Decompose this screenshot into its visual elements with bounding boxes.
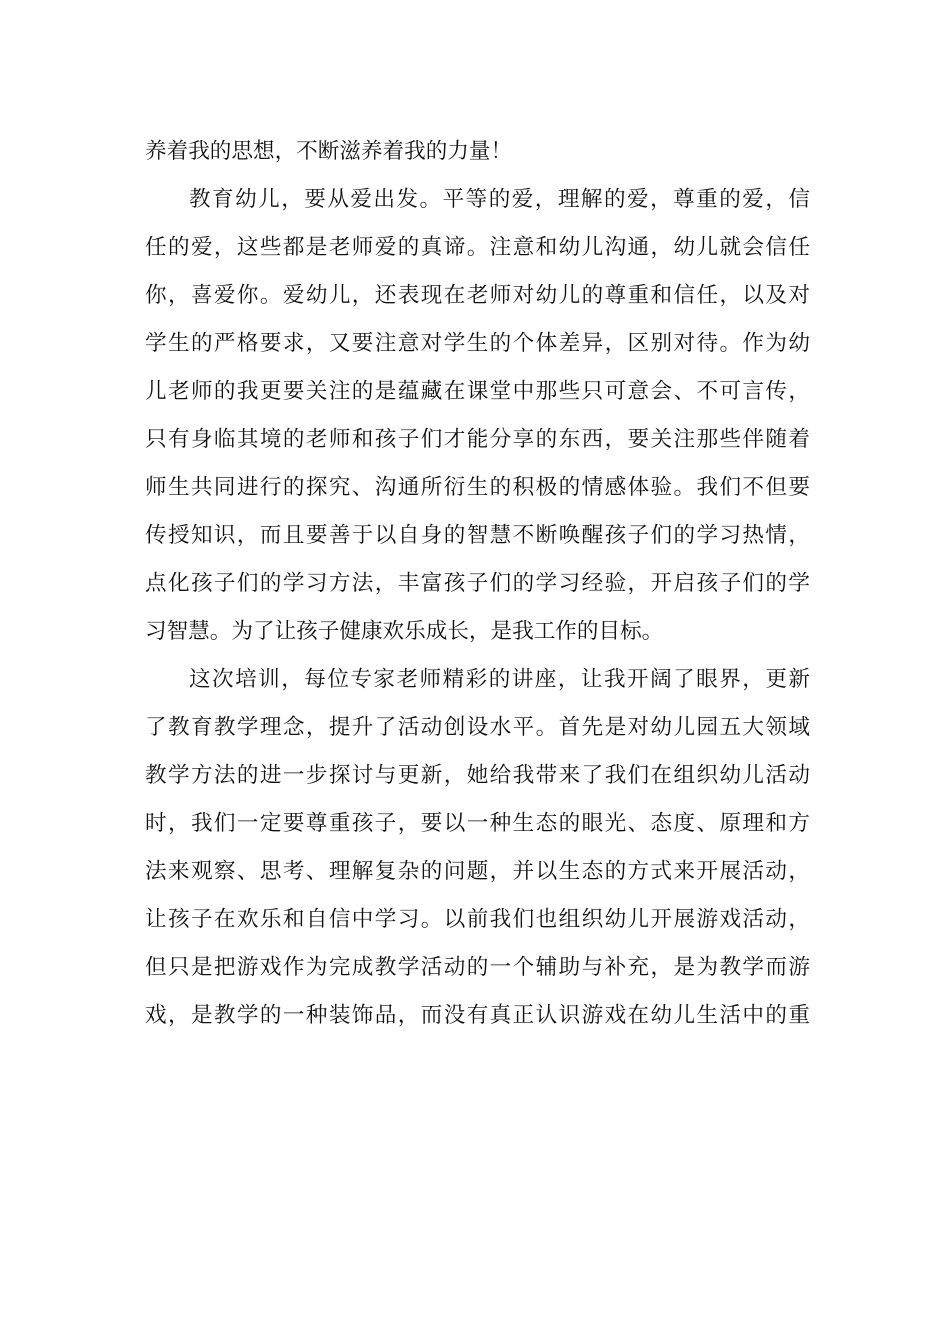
paragraph-3-line-6: 让孩子在欢乐和自信中学习。以前我们也组织幼儿开展游戏活动， (145, 907, 810, 932)
document-body (145, 128, 810, 1040)
paragraph-2-line-6: 只有身临其境的老师和孩子们才能分享的东西，要关注那些伴随着 (145, 427, 810, 452)
paragraph-3-line-4: 时，我们一定要尊重孩子，要以一种生态的眼光、态度、原理和方 (145, 811, 810, 836)
paragraph-1-line-1: 养着我的思想，不断滋养着我的力量！ (145, 139, 513, 164)
paragraph-2-line-7: 师生共同进行的探究、沟通所衍生的积极的情感体验。我们不但要 (145, 475, 810, 500)
paragraph-3-line-5: 法来观察、思考、理解复杂的问题，并以生态的方式来开展活动， (145, 859, 810, 884)
paragraph-2-line-8: 传授知识，而且要善于以自身的智慧不断唤醒孩子们的学习热情， (145, 523, 810, 548)
paragraph-2-line-10: 习智慧。为了让孩子健康欢乐成长，是我工作的目标。 (145, 619, 664, 644)
paragraph-2-line-3: 你，喜爱你。爱幼儿，还表现在老师对幼儿的尊重和信任，以及对 (145, 283, 810, 308)
paragraph-2-line-5: 儿老师的我更要关注的是蕴藏在课堂中那些只可意会、不可言传， (145, 379, 810, 404)
paragraph-2-line-4: 学生的严格要求，又要注意对学生的个体差异，区别对待。作为幼 (145, 331, 810, 356)
paragraph-3-line-7: 但只是把游戏作为完成教学活动的一个辅助与补充，是为教学而游 (145, 955, 810, 980)
paragraph-2-line-1: 教育幼儿，要从爱出发。平等的爱，理解的爱，尊重的爱，信 (189, 187, 810, 212)
paragraph-3-line-8: 戏，是教学的一种装饰品，而没有真正认识游戏在幼儿生活中的重 (145, 1003, 810, 1028)
paragraph-3-line-1: 这次培训，每位专家老师精彩的讲座，让我开阔了眼界，更新 (189, 667, 810, 692)
paragraph-3-line-2: 了教育教学理念，提升了活动创设水平。首先是对幼儿园五大领域 (145, 715, 810, 740)
paragraph-2-line-2: 任的爱，这些都是老师爱的真谛。注意和幼儿沟通，幼儿就会信任 (145, 235, 810, 260)
paragraph-2-line-9: 点化孩子们的学习方法，丰富孩子们的学习经验，开启孩子们的学 (145, 571, 810, 596)
paragraph-3-line-3: 教学方法的进一步探讨与更新，她给我带来了我们在组织幼儿活动 (145, 763, 810, 788)
